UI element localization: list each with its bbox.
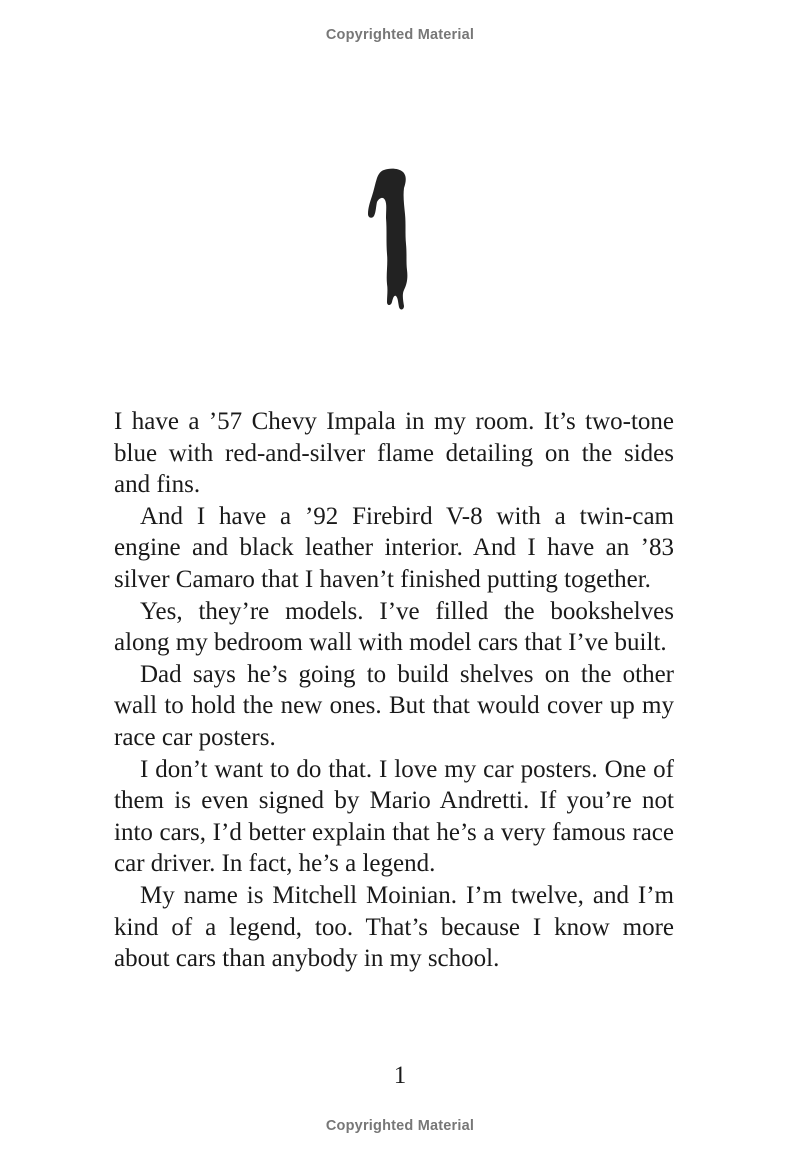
copyright-watermark-top: Copyrighted Material [325, 27, 475, 43]
paragraph: I have a ’57 Chevy Impala in my room. It’s two-tone blue with red-and-silver flame detailing on the sides and fins. [114, 408, 674, 499]
chapter-number-dripping-numeral [360, 166, 416, 314]
paragraph: Yes, they’re models. I’ve filled the bookshelves along my bedroom wall with model cars that I’ve built. [114, 597, 674, 657]
copyright-watermark-bottom: Copyrighted Material [325, 1118, 475, 1134]
chapter-numeral-glyph [368, 169, 407, 310]
paragraph: I don’t want to do that. I love my car posters. One of them is even signed by Mario Andretti. If you’re not into cars, I’d better explain that he’s a very famous race car driver. In fact, he’s a legend. [114, 755, 674, 878]
page-number: 1 [393, 1062, 407, 1089]
chapter-body [114, 406, 674, 975]
paragraph: Dad says he’s going to build shelves on the other wall to hold the new ones. But that would cover up my race car posters. [114, 660, 674, 751]
paragraph: My name is Mitchell Moinian. I’m twelve, and I’m kind of a legend, too. That’s because I know more about cars than anybody in my school. [114, 881, 674, 973]
paragraph: And I have a ’92 Firebird V-8 with a twin-cam engine and black leather interior. And I have an ’83 silver Camaro that I haven’t finished putting together. [114, 502, 674, 593]
